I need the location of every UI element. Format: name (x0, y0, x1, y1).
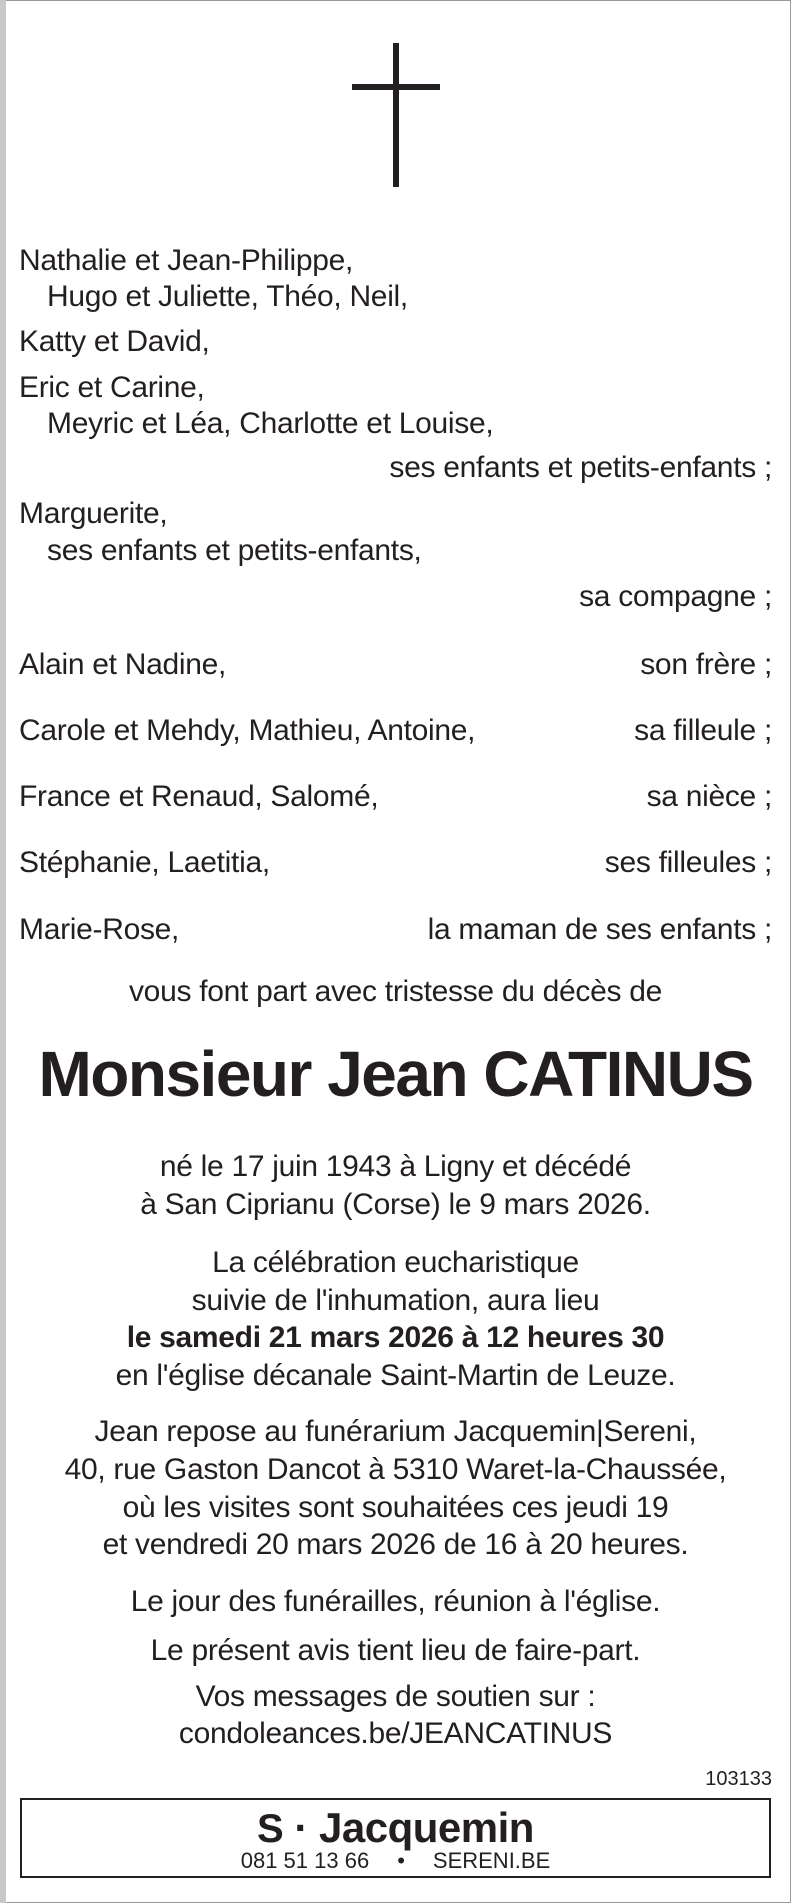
family-row-relation: ses filleules ; (604, 846, 772, 879)
phone-number[interactable]: 081 51 13 66 (240, 1848, 370, 1873)
family-line: Marguerite, (19, 497, 168, 530)
funeral-home-contact (22, 1848, 769, 1874)
announcement: vous font part avec tristesse du décès de (128, 975, 662, 1008)
website-link[interactable]: SERENI.BE (432, 1848, 551, 1873)
family-line: Eric et Carine, (19, 371, 205, 404)
bullet-separator: • (397, 1848, 405, 1873)
family-relation: ses enfants et petits-enfants ; (389, 451, 772, 484)
family-line: Meyric et Léa, Charlotte et Louise, (47, 407, 494, 440)
family-relation: sa compagne ; (579, 580, 772, 613)
meeting-note: Le jour des funérailles, réunion à l'église. (130, 1585, 661, 1618)
family-row-name: Marie-Rose, (19, 913, 180, 946)
family-line: Katty et David, (19, 325, 210, 358)
rest-line: 40, rue Gaston Dancot à 5310 Waret-la-Chaussée, (64, 1453, 727, 1486)
funeral-home-logo (22, 1804, 769, 1852)
family-row-relation: la maman de ses enfants ; (427, 913, 772, 946)
family-row-name: Carole et Mehdy, Mathieu, Antoine, (19, 714, 476, 747)
family-line: Hugo et Juliette, Théo, Neil, (47, 280, 408, 313)
reference-number: 103133 (705, 1768, 772, 1790)
family-line: ses enfants et petits-enfants, (47, 534, 422, 567)
cross-icon (352, 43, 440, 187)
logo-symbol: S (257, 1807, 284, 1851)
rest-line: Jean repose au funérarium Jacquemin|Sereni, (94, 1415, 697, 1448)
birth-line: né le 17 juin 1943 à Ligny et décédé (159, 1150, 632, 1183)
ceremony-line: La célébration eucharistique (212, 1246, 579, 1279)
notice-note: Le présent avis tient lieu de faire-part. (150, 1634, 641, 1667)
ceremony-line: en l'église décanale Saint-Martin de Leuze. (115, 1359, 676, 1392)
rest-line: où les visites sont souhaitées ces jeudi 19 (122, 1491, 669, 1524)
funeral-home-box (20, 1798, 771, 1878)
birth-line: à San Ciprianu (Corse) le 9 mars 2026. (140, 1188, 651, 1221)
rest-line: et vendredi 20 mars 2026 de 16 à 20 heures. (102, 1528, 689, 1561)
family-row-name: France et Renaud, Salomé, (19, 780, 379, 813)
condolences-link[interactable]: condoleances.be/JEANCATINUS (178, 1717, 613, 1750)
family-row-name: Alain et Nadine, (19, 648, 227, 681)
ceremony-date: le samedi 21 mars 2026 à 12 heures 30 (126, 1321, 665, 1354)
family-row-relation: sa nièce ; (646, 780, 772, 813)
family-row-name: Stéphanie, Laetitia, (19, 846, 270, 879)
family-row-relation: sa filleule ; (634, 714, 772, 747)
family-line: Nathalie et Jean-Philippe, (19, 244, 354, 277)
funeral-home-name: Jacquemin (319, 1804, 534, 1851)
family-row-relation: son frère ; (640, 648, 772, 681)
ceremony-line: suivie de l'inhumation, aura lieu (191, 1284, 600, 1317)
logo-separator: · (294, 1804, 308, 1851)
deceased-name: Monsieur Jean CATINUS (38, 1038, 753, 1110)
messages-note: Vos messages de soutien sur : (195, 1680, 596, 1713)
